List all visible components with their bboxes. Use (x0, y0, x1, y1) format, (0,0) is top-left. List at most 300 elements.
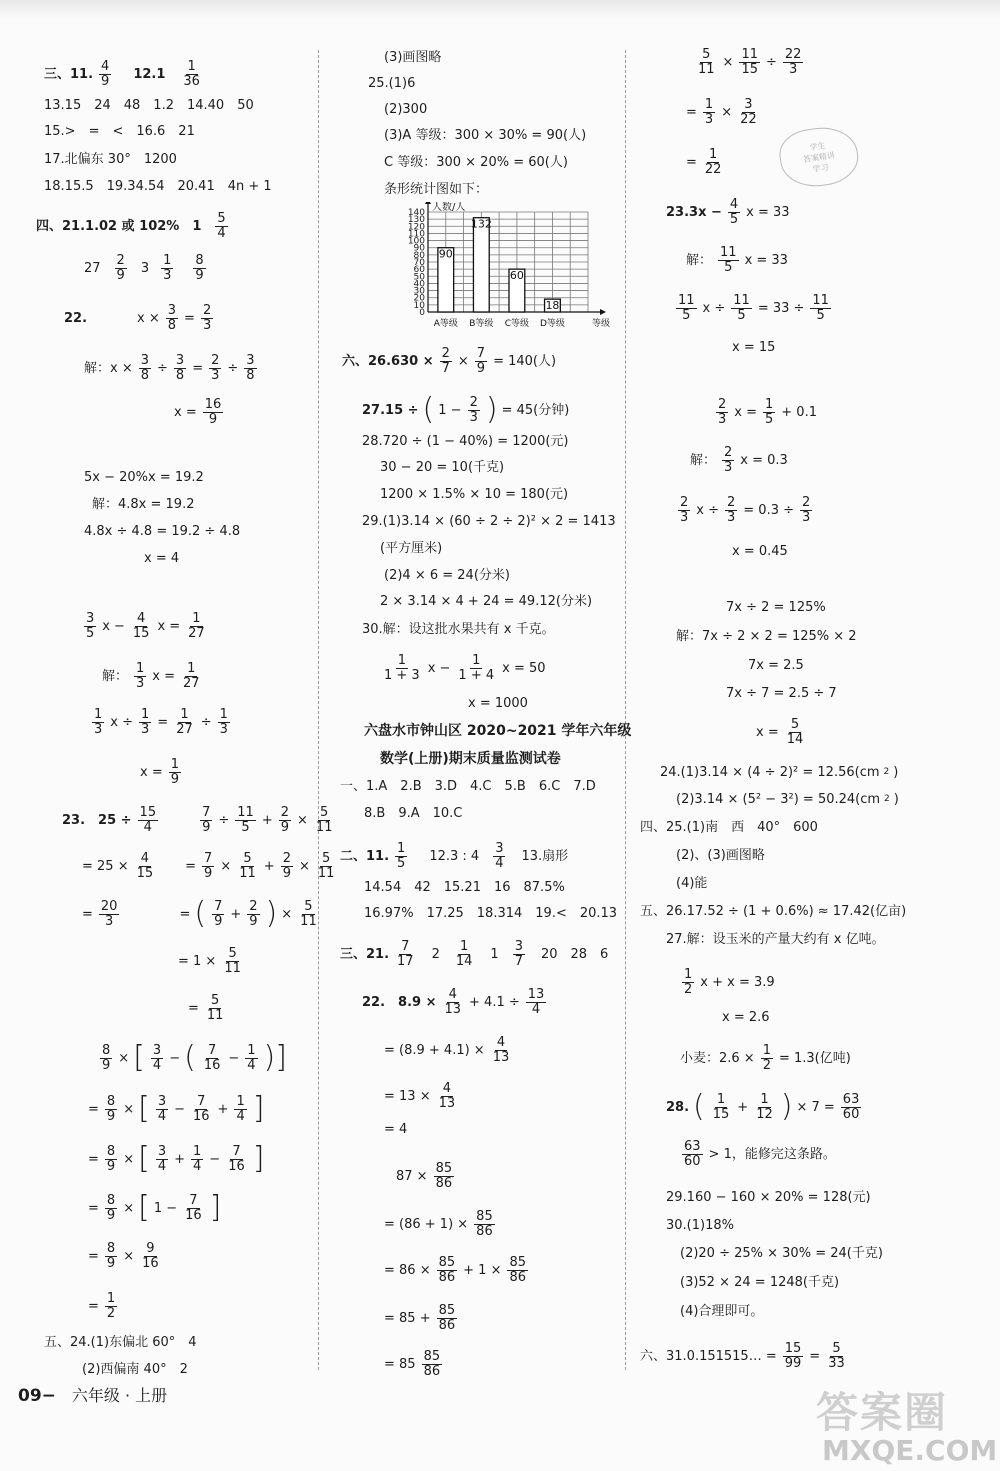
answer-line: 4.8x ÷ 4.8 = 19.2 ÷ 4.8 (84, 524, 241, 539)
answer-text: = (88, 1249, 99, 1264)
answer-line: x = 2.6 (722, 1010, 770, 1025)
fraction: $\frac{1}{4}$ (247, 1042, 256, 1073)
fraction: $\frac{5}{11}$ (224, 946, 241, 976)
answer-text: (2)3.14 × (5² − 3²) = 50.24(cm (676, 792, 881, 807)
fraction: $\frac{1}{3}$ (219, 707, 228, 737)
bracket-close: ) (780, 1089, 793, 1124)
answer-text: x + x = 3.9 (700, 975, 775, 990)
answer-text: 22. (64, 311, 88, 326)
fraction: $\frac{5}{11}$ (317, 851, 335, 881)
fraction: $\frac{8}{9}$ (106, 1093, 116, 1124)
exam-title: 六盘水市钟山区 2020~2021 学年六年级 (364, 723, 632, 739)
answer-text: 解： (686, 253, 713, 268)
fraction: $\frac{4}{15}$ (132, 611, 150, 641)
answer-line (384, 1082, 459, 1111)
answer-line (384, 1304, 459, 1333)
answer-text: x ÷ (702, 301, 726, 316)
answer-text: 六、31.0.151515… = (640, 1349, 777, 1364)
answer-text: × (123, 1249, 135, 1264)
answer-text: × (297, 813, 308, 828)
fraction: $\frac{2}{3}$ (718, 397, 727, 427)
answer-text: 22. 8.9 × (362, 995, 437, 1010)
fraction: $\frac{13}{4}$ (527, 987, 545, 1017)
fraction: $\frac{1}{3}$ (141, 707, 150, 737)
fraction: $\frac{85}{86}$ (423, 1349, 441, 1379)
fraction: $\frac{7}{16}$ (228, 1143, 245, 1174)
answer-line: 29.(1)3.14 × (60 ÷ 2 ÷ 2)² × 2 = 1413 (362, 514, 616, 529)
answer-line: 5x − 20%x = 19.2 (84, 470, 204, 485)
answer-line: 五、24.(1)东偏北 60° 4 (44, 1335, 197, 1350)
fraction: $\frac{22}{3}$ (784, 47, 802, 77)
answer-line: 一、1.A 2.B 3.D 4.C 5.B 6.C 7.D (340, 779, 596, 794)
bracket-close: ) (485, 392, 498, 427)
answer-text: 13.扇形 (521, 849, 569, 864)
answer-line (384, 1256, 530, 1285)
answer-text: × (457, 354, 469, 369)
bracket-open: [ (138, 1141, 150, 1176)
fraction: $\frac{5}{11}$ (315, 805, 333, 835)
answer-text: = (88, 1200, 99, 1216)
answer-text: x − (427, 661, 451, 676)
answer-text: x = (157, 619, 181, 634)
answer-line: 27.解：设玉米的产量大约有 x 亿吨。 (666, 932, 885, 947)
watermark-url: MXQE.COM (822, 1434, 998, 1467)
fraction: $\frac{8}{9}$ (106, 1241, 116, 1271)
answer-line (660, 765, 898, 780)
answer-line (676, 496, 814, 525)
answer-text: 3 (140, 261, 150, 276)
answer-line: (2)西偏南 40° 2 (82, 1362, 188, 1377)
answer-line: 30.解：设这批水果共有 x 千克。 (362, 622, 555, 637)
x-tick-label: D等级 (539, 319, 565, 329)
fraction: $\frac{1}{27}$ (176, 707, 193, 737)
answer-text: = 1 × (178, 954, 217, 969)
answer-text: > 1，能修完这条路。 (708, 1147, 836, 1162)
answer-line (362, 988, 548, 1017)
answer-line (82, 852, 338, 881)
answer-text: x = 0.3 (740, 453, 788, 468)
fraction: $\frac{1}{2}$ (684, 967, 693, 997)
fraction: $\frac{63}{60}$ (842, 1091, 860, 1122)
answer-line (690, 446, 788, 475)
answer-text: 1 − (153, 1200, 178, 1216)
y-tick-label: 120 (407, 222, 425, 233)
answer-line (88, 1292, 119, 1321)
fraction: $\frac{2}{9}$ (116, 253, 125, 283)
fraction: $\frac{5}{11}$ (239, 851, 256, 881)
y-tick-label: 50 (413, 272, 425, 283)
fraction: $\frac{11}{5}$ (678, 293, 695, 323)
y-axis-label: 人数/人 (432, 202, 466, 213)
answer-text: 27 (84, 261, 101, 276)
answer-line: (2)4 × 6 = 24(分米) (384, 568, 510, 583)
answer-text: 2 (431, 947, 440, 962)
fraction: $\frac{3}{7}$ (514, 939, 523, 969)
bracket-close: ] (209, 1190, 222, 1225)
fraction: $\frac{11}{5}$ (237, 805, 254, 835)
answer-line: x = 4 (144, 551, 180, 566)
x-tick-label: B等级 (469, 319, 494, 329)
answer-text: × (123, 1101, 135, 1117)
answer-line (102, 662, 204, 691)
answer-line: 17.北偏东 30° 1200 (44, 152, 177, 167)
answer-line (396, 1162, 456, 1191)
answer-text: = (184, 311, 195, 326)
answer-text: × 7 = (796, 1099, 835, 1115)
fraction: $\frac{1}{3}$ (136, 661, 145, 691)
answer-text: = (809, 1349, 821, 1364)
fraction: $\frac{20}{3}$ (100, 898, 118, 929)
answer-text: 12.1 (133, 67, 166, 82)
y-tick-label: 70 (413, 258, 425, 268)
answer-text: × (220, 859, 232, 874)
answer-text: − (209, 1151, 221, 1167)
answer-text: 六、26.630 × (342, 354, 434, 369)
answer-line (82, 896, 321, 931)
y-tick-label: 80 (413, 250, 425, 261)
answer-line: x = 15 (732, 340, 776, 355)
answer-text: x = (152, 669, 176, 684)
fraction: $\frac{1}{27}$ (188, 611, 205, 641)
fraction: $\frac{1}{3}$ (704, 97, 714, 127)
answer-text: x = 33 (746, 205, 790, 220)
answer-text: + 4.1 ÷ (469, 995, 520, 1010)
answer-text: + (737, 1099, 749, 1115)
answer-text: 27.15 ÷ (362, 402, 419, 418)
answer-line (666, 1089, 863, 1124)
fraction: $\frac{4}{13}$ (444, 987, 462, 1017)
answer-text: 三、11. (44, 67, 94, 82)
fraction: $\frac{2}{9}$ (282, 851, 291, 881)
answer-text: 87 × (396, 1169, 428, 1184)
fraction: $\frac{1}{15}$ (712, 1091, 730, 1122)
fraction: $\frac{4}{13}$ (492, 1035, 510, 1065)
answer-line: 30.(1)18% (666, 1218, 734, 1233)
fraction: $\frac{2}{3}$ (680, 495, 689, 525)
fraction: $\frac{4}{13}$ (438, 1081, 456, 1111)
fraction: $\frac{3}{22}$ (740, 97, 757, 127)
bracket-close: ] (252, 1091, 265, 1126)
fraction: $\frac{3}{4}$ (157, 1093, 167, 1124)
answer-text: 四、21.1.02 或 102% 1 (36, 219, 202, 234)
fraction: $\frac{5}{14}$ (786, 717, 804, 747)
answer-line: 解：7x ÷ 2 × 2 = 125% × 2 (676, 629, 857, 644)
fraction: $\frac{2}{3}$ (724, 445, 733, 475)
answer-line (680, 968, 775, 997)
bracket-close: )] (263, 1040, 287, 1075)
fraction: $\frac{85}{86}$ (476, 1209, 493, 1239)
answer-text: + (174, 1151, 185, 1167)
x-axis-label: 等级 (592, 319, 611, 329)
fraction: $\frac{1}{27}$ (183, 661, 200, 691)
answer-text: 二、11. (340, 849, 390, 864)
superscript: 2 (883, 767, 890, 777)
answer-line (680, 1044, 851, 1073)
watermark-logo: 答案圈 (816, 1388, 949, 1437)
answer-line (174, 398, 225, 427)
answer-text: 28. (666, 1099, 690, 1115)
answer-text: × (123, 1151, 135, 1167)
answer-text: x = (140, 765, 163, 780)
grade-label: 六年级 · 上册 (71, 1386, 168, 1405)
fraction: $\frac{11}{5}$ (733, 293, 750, 323)
answer-text: x = (174, 405, 197, 420)
answer-text: x ÷ (110, 715, 133, 730)
answer-line (676, 792, 899, 807)
fraction: $\frac{8}{9}$ (195, 253, 204, 283)
answer-text: − (228, 1050, 240, 1066)
fraction: $\frac{4}{9}$ (101, 59, 110, 89)
superscript: 2 (884, 794, 890, 804)
answer-text: + (263, 859, 275, 874)
fraction: $\frac{2}{3}$ (802, 495, 811, 525)
answer-line (62, 806, 336, 835)
fraction: $\frac{1}{14}$ (455, 939, 473, 969)
fraction: $\frac{5}{11}$ (300, 898, 317, 929)
answer-line: (3)52 × 24 = 1248(千克) (680, 1275, 840, 1290)
fraction: $\frac{7}{16}$ (203, 1042, 221, 1073)
y-tick-label: 60 (413, 265, 425, 276)
fraction: $\frac{63}{60}$ (684, 1139, 701, 1169)
answer-line (82, 612, 209, 641)
answer-line (36, 212, 230, 241)
fraction: $\frac{5}{4}$ (217, 211, 226, 241)
y-tick-label: 10 (413, 300, 425, 311)
answer-line: 1200 × 1.5% × 10 = 180(元) (380, 487, 569, 502)
answer-text: = 25 × (82, 859, 129, 874)
answer-text: = (88, 1151, 99, 1167)
answer-line (98, 1040, 287, 1075)
y-tick-label: 130 (407, 215, 425, 226)
fraction: $\frac{2}{9}$ (280, 805, 290, 835)
answer-text: x × (137, 311, 160, 326)
bar-value-label: 60 (509, 269, 524, 283)
answer-line (88, 1190, 222, 1225)
answer-text: x = 33 (744, 253, 788, 268)
fraction: $\frac{2}{3}$ (202, 303, 212, 333)
bracket-close: ] (252, 1141, 265, 1176)
fraction: $\frac{1}{22}$ (704, 147, 722, 177)
answer-text: = (192, 361, 204, 376)
answer-line (88, 1091, 265, 1126)
answer-line (178, 947, 245, 976)
fraction: $\frac{4}{5}$ (729, 197, 739, 227)
fraction: $\frac{16}{9}$ (204, 397, 222, 427)
answer-column-3 (640, 42, 950, 1372)
bracket-open: [ (133, 1040, 145, 1075)
fraction: $\frac{2}{3}$ (469, 394, 478, 425)
answer-line: (3)A 等级：300 × 30% = 90(人) (384, 128, 587, 143)
answer-line: (2)、(3)画图略 (676, 848, 765, 863)
fraction: $\frac{7}{9}$ (202, 805, 211, 835)
x-tick-label: C等级 (504, 319, 530, 329)
answer-line (384, 1210, 497, 1239)
answer-text: × (281, 906, 293, 922)
answer-text: 24.(1)3.14 × (4 ÷ 2)² = 12.56(cm (660, 765, 880, 780)
answer-text: x = 50 (502, 661, 546, 676)
answer-text: 1 − (438, 402, 462, 418)
answer-text: + (261, 813, 273, 828)
page-footer (18, 1383, 167, 1406)
fraction: $\frac{2}{9}$ (249, 898, 258, 929)
answer-text: × (722, 55, 734, 70)
fraction: $\frac{11}{5}$ (720, 245, 737, 275)
answer-line: 28.720 ÷ (1 − 40%) = 1200(元) (362, 434, 569, 449)
answer-column-1 (36, 42, 335, 1377)
answer-line (674, 294, 833, 323)
fraction: $\frac{8}{9}$ (106, 1143, 116, 1174)
answer-line: (4)能 (676, 876, 708, 891)
fraction: $\frac{2}{7}$ (441, 346, 450, 376)
answer-text: = (88, 1101, 99, 1117)
bracket-open: [ (138, 1091, 150, 1126)
answer-text: = (88, 1299, 99, 1314)
answer-line (666, 198, 790, 227)
answer-line: 13.15 24 48 1.2 14.40 50 (44, 98, 254, 113)
answer-text: × (123, 1200, 135, 1216)
fraction: $\frac{3}{8}$ (246, 353, 255, 383)
answer-line: 15.> = < 16.6 21 (44, 124, 195, 139)
answer-line (686, 246, 788, 275)
answer-text: + 1 × (463, 1263, 502, 1278)
fraction: $\frac{5}{11}$ (206, 993, 224, 1023)
fraction: $\frac{1}{1 + 4}$ (458, 653, 495, 683)
fraction: $\frac{7}{16}$ (185, 1192, 202, 1223)
fraction: $\frac{5}{33}$ (828, 1341, 845, 1371)
fraction: $\frac{5}{11}$ (698, 47, 715, 77)
answer-line (380, 654, 546, 683)
answer-text: ÷ (218, 813, 230, 828)
bracket-open: ( (693, 1089, 705, 1124)
fraction: $\frac{2}{3}$ (211, 353, 220, 383)
answer-line (88, 1242, 163, 1271)
answer-line: (2)300 (384, 102, 428, 117)
y-axis-arrow (425, 202, 431, 204)
answer-line (340, 940, 608, 969)
answer-text: = 86 × (384, 1263, 431, 1278)
answer-line (384, 1350, 444, 1379)
answer-line: 8.B 9.A 10.C (364, 806, 463, 821)
fraction: $\frac{3}{4}$ (495, 841, 504, 871)
answer-text: − (113, 619, 125, 634)
answer-text: 三、21. (340, 947, 390, 962)
answer-line: 7x = 2.5 (748, 658, 804, 673)
fraction: $\frac{85}{86}$ (509, 1255, 527, 1285)
answer-text: + (217, 1101, 229, 1117)
answer-text: + (230, 906, 242, 922)
answer-text: − (174, 1101, 185, 1117)
answer-text: × (721, 105, 733, 120)
answer-line: = 4 (384, 1122, 408, 1137)
answer-text: × (298, 859, 310, 874)
column-divider (318, 50, 319, 1370)
answer-text: − (169, 1050, 181, 1066)
answer-text: 23.3x − (666, 205, 722, 220)
answer-line (384, 1036, 513, 1065)
y-tick-label: 140 (407, 208, 425, 218)
fraction: $\frac{1}{4}$ (193, 1143, 202, 1174)
fraction: $\frac{7}{9}$ (204, 851, 213, 881)
answer-line (686, 148, 725, 177)
answer-line: 16.97% 17.25 18.314 19.< 20.13 (364, 906, 618, 921)
answer-text: 20 28 6 (540, 947, 609, 962)
answer-line (140, 758, 183, 787)
answer-text: 1 (490, 947, 499, 962)
answer-text: + 0.1 (781, 405, 817, 420)
answer-line: 30 − 20 = 10(千克) (380, 460, 505, 475)
answer-line (714, 398, 817, 427)
fraction: $\frac{1}{36}$ (183, 59, 200, 89)
y-tick-label: 100 (407, 236, 425, 247)
answer-line: C 等级：300 × 20% = 60(人) (384, 155, 568, 170)
answer-line (686, 98, 761, 127)
answer-text: = 33 ÷ (757, 301, 805, 316)
answer-text: = 85 (384, 1357, 416, 1372)
answer-text: = (82, 906, 93, 922)
answer-line (342, 347, 556, 376)
bracket-open: ( (194, 896, 207, 931)
fraction: $\frac{1}{5}$ (765, 397, 774, 427)
answer-text: 小麦：2.6 × (680, 1051, 755, 1066)
y-tick-label: 30 (413, 286, 425, 297)
page-number: 09− (18, 1386, 56, 1406)
answer-text: 解： (102, 669, 129, 684)
y-tick-label: 110 (407, 229, 425, 240)
bar (473, 218, 489, 312)
x-axis-arrow (600, 309, 606, 315)
answer-line: 2 × 3.14 × 4 + 24 = 49.12(分米) (380, 594, 593, 609)
x-tick-label: A等级 (433, 319, 458, 329)
answer-line (44, 60, 204, 89)
answer-line: 14.54 42 15.21 16 87.5% (364, 880, 565, 895)
fraction: $\frac{1}{9}$ (170, 757, 179, 787)
answer-text: = 140(人) (493, 354, 557, 369)
answer-text: = (179, 906, 191, 922)
answer-line: (4)合理即可。 (680, 1304, 764, 1319)
y-tick-label: 40 (413, 279, 425, 290)
fraction: $\frac{7}{16}$ (193, 1093, 210, 1124)
answer-text: = (185, 859, 197, 874)
stamp-text: 学生 (808, 140, 827, 152)
answer-line: 7x ÷ 2 = 125% (726, 600, 826, 615)
answer-column-2 (340, 42, 632, 1379)
answer-text: = 45(分钟) (501, 402, 570, 418)
page-top-shade (0, 0, 1000, 20)
answer-text: = 85 + (384, 1311, 431, 1326)
fraction: $\frac{1}{2}$ (762, 1043, 771, 1073)
fraction: $\frac{1}{2}$ (106, 1291, 116, 1321)
answer-text: ÷ (157, 361, 168, 376)
fraction: $\frac{1}{4}$ (236, 1093, 245, 1124)
fraction: $\frac{15}{99}$ (784, 1341, 802, 1371)
answer-line (756, 718, 807, 747)
answer-line (640, 1342, 849, 1371)
fraction: $\frac{3}{4}$ (152, 1042, 162, 1073)
fraction: $\frac{15}{4}$ (139, 805, 157, 835)
answer-line: 29.160 − 160 × 20% = 128(元) (666, 1190, 871, 1205)
fraction: $\frac{4}{15}$ (136, 851, 154, 881)
answer-line (694, 48, 805, 77)
bracket-open: ( (422, 392, 435, 427)
answer-text: ÷ (200, 715, 212, 730)
bracket-close: ) (265, 896, 278, 931)
answer-text: = 1.3(亿吨) (778, 1051, 851, 1066)
fraction: $\frac{7}{9}$ (476, 346, 486, 376)
answer-text: = (157, 715, 169, 730)
answer-line: 五、26.17.52 ÷ (1 + 0.6%) ≈ 17.42(亿亩) (640, 904, 907, 919)
answer-line (84, 354, 259, 383)
answer-line: 7x ÷ 7 = 2.5 ÷ 7 (726, 686, 837, 701)
